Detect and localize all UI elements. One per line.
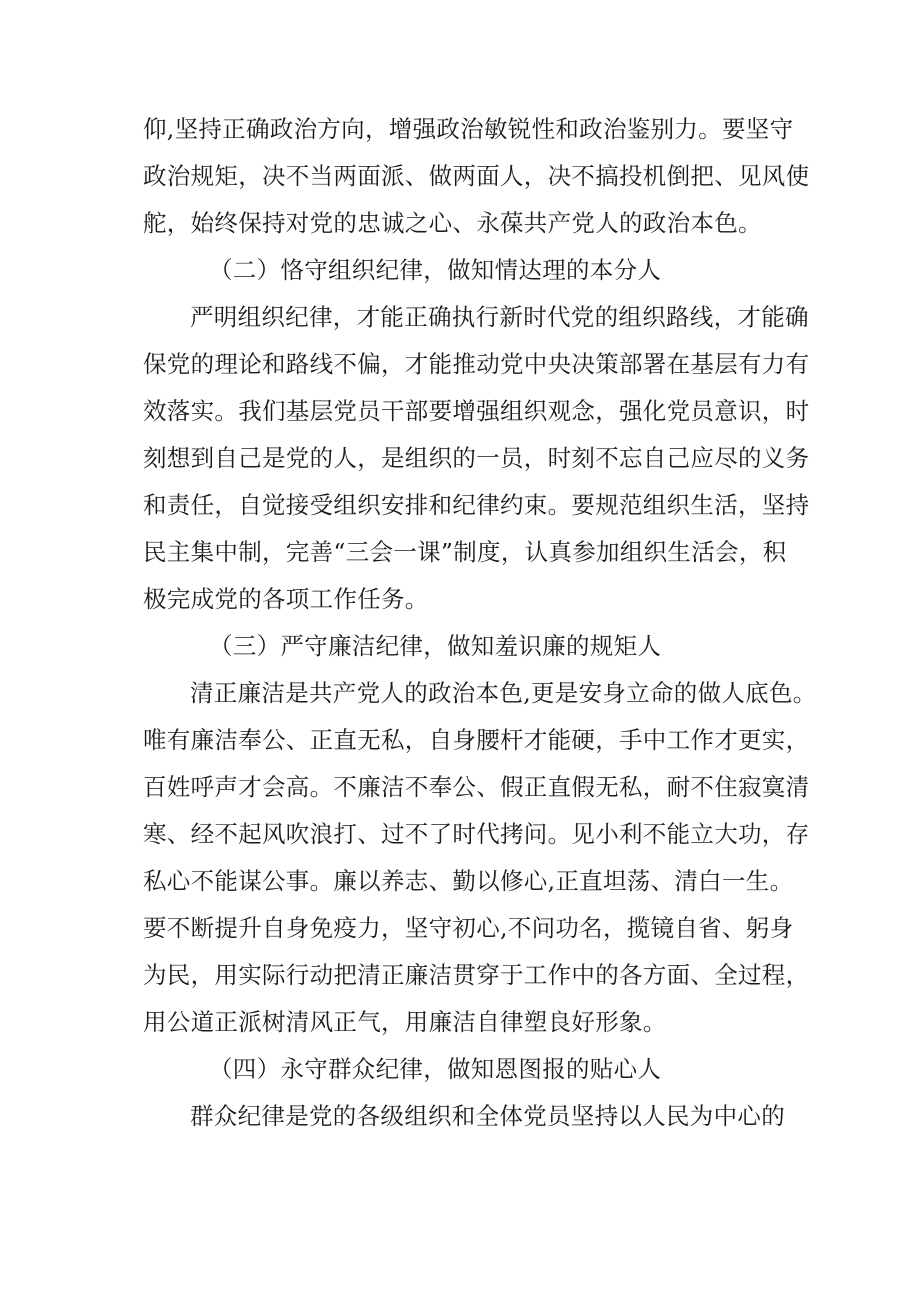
paragraph-line: 要不断提升自身免疫力，坚守初心,不问功名，揽镜自省、躬身 xyxy=(143,914,794,942)
paragraph-line: 极完成党的各项工作任务。 xyxy=(143,585,429,613)
paragraph-line: 民主集中制，完善“三会一课”制度，认真参加组织生活会，积 xyxy=(143,538,787,566)
paragraph-line: 寒、经不起风吹浪打、过不了时代拷问。见小利不能立大功，存 xyxy=(143,820,810,848)
paragraph-line: 群众纪律是党的各级组织和全体党员坚持以人民为中心的 xyxy=(190,1102,785,1130)
paragraph-line: 为民，用实际行动把清正廉洁贯穿于工作中的各方面、全过程， xyxy=(143,961,810,989)
paragraph-line: 保党的理论和路线不偏，才能推动党中央决策部署在基层有力有 xyxy=(143,350,810,378)
paragraph-line: 百姓呼声才会高。不廉洁不奉公、假正直假无私，耐不住寂寞清 xyxy=(143,773,810,801)
paragraph-line: 私心不能谋公事。廉以养志、勤以修心,正直坦荡、清白一生。 xyxy=(143,867,794,895)
section-heading: （四）永守群众纪律，做知恩图报的贴心人 xyxy=(209,1055,662,1083)
section-heading: （三）严守廉洁纪律，做知羞识廉的规矩人 xyxy=(209,632,662,660)
paragraph-line: 仰,坚持正确政治方向，增强政治敏锐性和政治鉴别力。要坚守 xyxy=(143,115,794,143)
paragraph-line: 效落实。我们基层党员干部要增强组织观念，强化党员意识，时 xyxy=(143,397,810,425)
paragraph-line: 政治规矩，决不当两面派、做两面人，决不搞投机倒把、见风使 xyxy=(143,162,810,190)
section-heading: （二）恪守组织纪律，做知情达理的本分人 xyxy=(209,256,662,284)
paragraph-line: 用公道正派树清风正气，用廉洁自律塑良好形象。 xyxy=(143,1008,667,1036)
paragraph-line: 舵，始终保持对党的忠诚之心、永葆共产党人的政治本色。 xyxy=(143,209,762,237)
paragraph-line: 唯有廉洁奉公、正直无私，自身腰杆才能硬，手中工作才更实， xyxy=(143,726,810,754)
paragraph-line: 和责任，自觉接受组织安排和纪律约束。要规范组织生活，坚持 xyxy=(143,491,810,519)
paragraph-line: 清正廉洁是共产党人的政治本色,更是安身立命的做人底色。 xyxy=(190,679,817,707)
paragraph-line: 刻想到自己是党的人，是组织的一员，时刻不忘自己应尽的义务 xyxy=(143,444,810,472)
paragraph-line: 严明组织纪律，才能正确执行新时代党的组织路线，才能确 xyxy=(190,303,809,331)
